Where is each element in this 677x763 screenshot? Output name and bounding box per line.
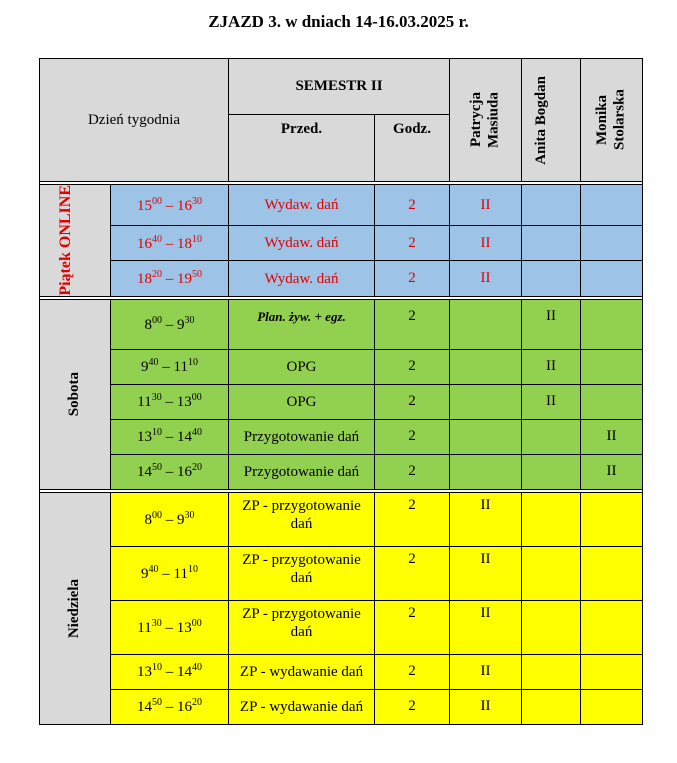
teacher-name-2: Anita Bogdan (533, 75, 549, 165)
teacher-2-cell: II (522, 299, 581, 349)
subject-cell (229, 600, 375, 654)
time-range: $11^{30} - 13^{00}$ (137, 392, 202, 411)
time-range: $14^{50} - 16^{20}$ (137, 462, 202, 481)
teacher-3-cell (581, 654, 643, 689)
table-row (40, 654, 643, 689)
table-row (40, 546, 643, 600)
subject-cell (229, 261, 375, 296)
time-range: $14^{50} - 16^{20}$ (137, 697, 202, 716)
teacher-1-cell (450, 349, 522, 384)
teacher-2-cell: II (522, 384, 581, 419)
subject-cell (229, 384, 375, 419)
teacher-header-3 (581, 59, 643, 182)
teacher-2-cell (522, 454, 581, 489)
time-cell (111, 454, 229, 489)
subject-header: Przed. (229, 115, 375, 182)
teacher-header-2 (522, 59, 581, 182)
teacher-2-cell (522, 546, 581, 600)
time-range: $13^{10} - 14^{40}$ (137, 662, 202, 681)
subject-text: OPG (286, 358, 317, 375)
teacher-3-cell (581, 299, 643, 349)
teacher-2-cell (522, 419, 581, 454)
time-cell (111, 349, 229, 384)
subject-text: Wydaw. dań (264, 235, 339, 252)
hours-cell: 2 (375, 689, 450, 724)
teacher-3-cell (581, 689, 643, 724)
time-range: $11^{30} - 13^{00}$ (137, 617, 202, 636)
time-cell (111, 299, 229, 349)
schedule-table (39, 58, 643, 725)
subject-cell (229, 546, 375, 600)
teacher-3-cell (581, 600, 643, 654)
time-range: $9^{40} - 11^{10}$ (141, 563, 198, 582)
table-row (40, 419, 643, 454)
teacher-1-cell: II (450, 546, 522, 600)
day-name: Niedziela (66, 578, 83, 638)
hours-cell: 2 (375, 454, 450, 489)
teacher-2-cell (522, 492, 581, 546)
teacher-2-cell: II (522, 349, 581, 384)
table-row (40, 689, 643, 724)
teacher-3-cell (581, 261, 643, 296)
subject-text: ZP - przygotowanie dań (242, 551, 361, 586)
teacher-name-3: Monika Stolarska (593, 89, 627, 151)
time-range: $16^{40} - 18^{10}$ (137, 233, 202, 252)
subject-text: ZP - wydawanie dań (239, 663, 364, 680)
hours-header: Godz. (375, 115, 450, 182)
teacher-1-cell (450, 384, 522, 419)
subject-cell (229, 299, 375, 349)
hours-cell: 2 (375, 384, 450, 419)
subject-cell (229, 689, 375, 724)
teacher-header-1 (450, 59, 522, 182)
day-cell-sobota (40, 299, 111, 489)
hours-cell: 2 (375, 654, 450, 689)
teacher-1-cell: II (450, 654, 522, 689)
table-row (40, 299, 643, 349)
subject-text: Plan. żyw. + egz. (257, 308, 346, 324)
hours-cell: 2 (375, 492, 450, 546)
table-row (40, 349, 643, 384)
subject-cell (229, 454, 375, 489)
teacher-3-cell: II (581, 419, 643, 454)
time-cell (111, 689, 229, 724)
time-cell (111, 384, 229, 419)
table-row (40, 492, 643, 546)
day-cell-piatek (40, 185, 111, 297)
hours-cell: 2 (375, 419, 450, 454)
day-header: Dzień tygodnia (40, 59, 229, 182)
hours-cell: 2 (375, 299, 450, 349)
subject-cell (229, 654, 375, 689)
time-cell (111, 654, 229, 689)
time-cell (111, 226, 229, 261)
subject-text: Przygotowanie dań (243, 428, 360, 445)
teacher-2-cell (522, 226, 581, 261)
table-row (40, 226, 643, 261)
time-cell (111, 600, 229, 654)
time-range: $8^{00} - 9^{30}$ (144, 509, 195, 528)
teacher-2-cell (522, 185, 581, 226)
teacher-2-cell (522, 261, 581, 296)
teacher-1-cell (450, 419, 522, 454)
hours-cell: 2 (375, 226, 450, 261)
hours-cell: 2 (375, 600, 450, 654)
hours-cell: 2 (375, 546, 450, 600)
subject-cell (229, 226, 375, 261)
subject-cell (229, 419, 375, 454)
table-row (40, 454, 643, 489)
teacher-3-cell (581, 349, 643, 384)
table-row (40, 261, 643, 296)
teacher-1-cell: II (450, 492, 522, 546)
subject-cell (229, 185, 375, 226)
table-row (40, 384, 643, 419)
page-title: ZJAZD 3. w dniach 14-16.03.2025 r. (208, 12, 469, 31)
teacher-1-cell: II (450, 185, 522, 226)
day-name: Piątek ONLINE (57, 185, 74, 296)
subject-text: Wydaw. dań (264, 270, 339, 287)
teacher-name-1: Patrycja Masiuda (467, 92, 501, 148)
teacher-2-cell (522, 654, 581, 689)
teacher-1-cell: II (450, 600, 522, 654)
time-range: $9^{40} - 11^{10}$ (141, 357, 198, 376)
teacher-3-cell (581, 492, 643, 546)
time-range: $15^{00} - 16^{30}$ (137, 195, 202, 214)
teacher-3-cell: II (581, 454, 643, 489)
hours-cell: 2 (375, 349, 450, 384)
time-range: $8^{00} - 9^{30}$ (144, 314, 195, 333)
teacher-2-cell (522, 689, 581, 724)
teacher-3-cell (581, 185, 643, 226)
teacher-3-cell (581, 226, 643, 261)
time-cell (111, 185, 229, 226)
day-name: Sobota (66, 372, 83, 417)
subject-cell (229, 349, 375, 384)
hours-cell: 2 (375, 261, 450, 296)
subject-cell (229, 492, 375, 546)
teacher-2-cell (522, 600, 581, 654)
teacher-1-cell (450, 454, 522, 489)
time-cell (111, 546, 229, 600)
subject-text: OPG (286, 393, 317, 410)
subject-text: ZP - wydawanie dań (239, 698, 364, 715)
time-cell (111, 492, 229, 546)
teacher-1-cell: II (450, 261, 522, 296)
teacher-1-cell (450, 299, 522, 349)
time-range: $13^{10} - 14^{40}$ (137, 427, 202, 446)
subject-text: Wydaw. dań (264, 197, 339, 214)
time-range: $18^{20} - 19^{50}$ (137, 269, 202, 288)
teacher-3-cell (581, 384, 643, 419)
subject-text: ZP - przygotowanie dań (242, 605, 361, 640)
time-cell (111, 261, 229, 296)
subject-text: ZP - przygotowanie dań (242, 497, 361, 532)
semester-header: SEMESTR II (229, 59, 450, 115)
table-row (40, 185, 643, 226)
teacher-1-cell: II (450, 226, 522, 261)
time-cell (111, 419, 229, 454)
teacher-3-cell (581, 546, 643, 600)
subject-text: Przygotowanie dań (243, 463, 360, 480)
hours-cell: 2 (375, 185, 450, 226)
table-row (40, 600, 643, 654)
teacher-1-cell: II (450, 689, 522, 724)
day-cell-niedziela (40, 492, 111, 724)
